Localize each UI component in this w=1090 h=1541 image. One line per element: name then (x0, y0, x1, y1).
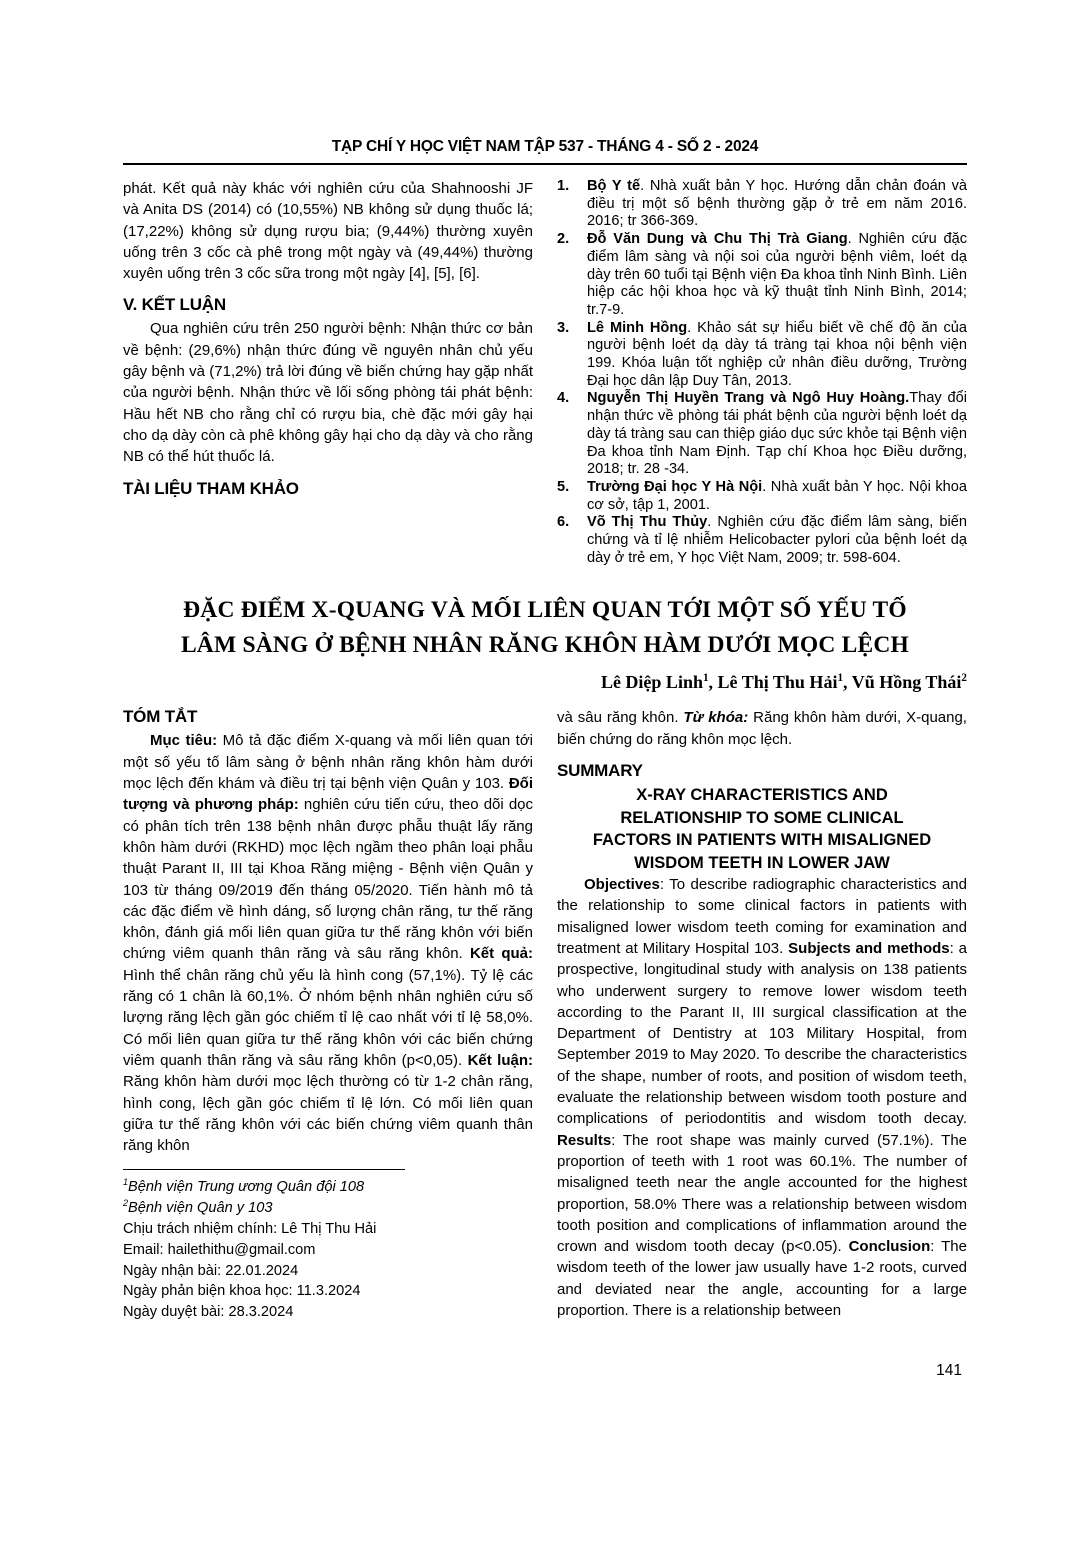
reference-item (557, 178, 967, 231)
authors-line: Lê Diệp Linh$^1$, Lê Thị Thu Hải$^1$, Vũ Hồng Thái$^2$ (600, 672, 967, 693)
abstract-vietnamese: Mục tiêu: Mô tả đặc điểm X-quang và mối liên quan tới một số yếu tố lâm sàng ở bệnh nhân răng khôn hàm dưới mọc lệch đến khám và điều trị tại bệnh viện Quân y 103. Đối tượng và phương pháp: nghiên cứu tiến cứu, theo dõi dọc có phân tích trên 138 bệnh nhân được phẫu thuật lấy răng khôn hàm dưới (RKHD) mọc lệch ngầm theo phân loại phẫu thuật Parant II, III tại Khoa Răng miệng - Bệnh viện Quân y 103 từ tháng 09/2019 đến tháng 05/2020. Tiến hành mô tả các đặc điểm về hình dáng, số lượng chân răng, tư thế răng khôn, đánh giá mối liên quan giữa tư thế răng khôn với biến chứng viêm quanh thân răng và sâu răng khôn. Kết quả: Hình thể chân răng chủ yếu là hình cong (57,1%). Tỷ lệ các răng có 1 chân là 60,1%. Ở nhóm bệnh nhân nghiên cứu số lượng răng lệch gần góc chiếm tỉ lệ cao nhất với tỉ lệ 58,0%. Có mối liên quan giữa tư thế răng khôn với các biến chứng viêm quanh thân răng và sâu răng khôn (p<0,05). Kết luận: Răng khôn hàm dưới mọc lệch thường có từ 1-2 chân răng, hình cong, lệch gần góc chiếm tỉ lệ lớn. Có mối liên quan giữa tư thế răng khôn với các biến chứng viêm quanh thân răng khôn (123, 732, 533, 1155)
reference-item (557, 231, 967, 320)
reference-number: 4. (557, 390, 570, 407)
references-heading: TÀI LIỆU THAM KHẢO (123, 478, 299, 498)
journal-header (123, 138, 967, 165)
reference-text: Bộ Y tế. Nhà xuất bản Y học. Hướng dẫn chản đoán và điều trị một số bệnh thường gặp ở trẻ em năm 2016. 2016; tr 366-369. (587, 178, 967, 230)
article1-left-column (123, 178, 533, 567)
reference-item (557, 514, 967, 567)
reference-list (557, 178, 967, 567)
article1-paragraph: phát. Kết quả này khác với nghiên cứu của Shahnooshi JF và Anita DS (2014) có (10,55%) NB không sử dụng thuốc lá; (17,22%) không sử dụng rượu bia; (9,44%) thường xuyên uống trên 3 cốc cà phê trong một ngày và (49,44%) thường xuyên uống trên 3 cốc sữa trong một ngày [4], [5], [6]. (123, 180, 533, 283)
reference-number: 2. (557, 231, 570, 248)
reference-number: 6. (557, 514, 570, 531)
summary-heading: SUMMARY (557, 761, 643, 781)
reference-text: Trường Đại học Y Hà Nội. Nhà xuất bản Y học. Nội khoa cơ sở, tập 1, 2001. (587, 478, 967, 513)
footnote-divider (123, 1169, 405, 1170)
article-title (123, 593, 967, 663)
article2-right-column (557, 707, 967, 1323)
summary-title-line: RELATIONSHIP TO SOME CLINICAL (620, 808, 904, 827)
reference-number: 5. (557, 478, 570, 495)
reference-text: Đỗ Văn Dung và Chu Thị Trà Giang. Nghiên cứu đặc điểm lâm sàng và nội soi của người bệnh viêm, loét dạ dày trên 60 tuổi tại Bệnh viện Đa khoa tỉnh Ninh Bình. Liên hiệp các hội khoa học và kỹ thuật tỉnh Ninh Bình, 2014; tr.7-9. (587, 231, 967, 318)
summary-title-line: FACTORS IN PATIENTS WITH MISALIGNED (592, 831, 932, 850)
article-title-line: LÂM SÀNG Ở BỆNH NHÂN RĂNG KHÔN HÀM DƯỚI MỌC LỆCH (180, 632, 910, 659)
summary-title-line: WISDOM TEETH IN LOWER JAW (634, 853, 890, 872)
reference-text: Lê Minh Hồng. Khảo sát sự hiểu biết về chế độ ăn của người bệnh loét dạ dày tá tràng tại khoa nội bệnh viện 199. Khóa luận tốt nghiệp cử nhân điều dưỡng, Trường Đại học dân lập Duy Tân, 2013. (587, 319, 967, 389)
article1-section (123, 178, 967, 567)
conclusion-heading: V. KẾT LUẬN (123, 295, 226, 315)
article-title-line: ĐẶC ĐIỂM X-QUANG VÀ MỐI LIÊN QUAN TỚI MỘT SỐ YẾU TỐ (183, 597, 907, 624)
reference-number: 3. (557, 319, 570, 336)
page-number: 141 (936, 1362, 962, 1379)
reference-item (557, 479, 967, 514)
article2-section (123, 707, 967, 1323)
reference-item (557, 390, 967, 479)
footnote-line: Chịu trách nhiệm chính: Lê Thị Thu Hải (123, 1221, 377, 1237)
footnote-lines (123, 1177, 533, 1323)
article2-left-column (123, 707, 533, 1323)
abstract-english: Objectives: To describe radiographic characteristics and the relationship to some clinical factors in patients with misaligned lower wisdom teeth coming for examination and treatment at Military Hospital 103. Subjects and methods: a prospective, longitudinal study with analysis on 138 patients who underwent surgery to remove lower wisdom teeth according to the Parant II, III surgical classification at the Department of Dentistry at 103 Military Hospital, from September 2019 to May 2020. To describe the characteristics of the shape, number of roots, and position of wisdom teeth, evaluate the relationship between wisdom tooth posture and complications of periodontitis and wisdom tooth decay. Results: The root shape was mainly curved (57.1%). The proportion of teeth with 1 root was 60.1%. The number of misaligned teeth near the angle accounted for the highest proportion, 58.0% There was a relationship between wisdom tooth position and complications of inflammation around the crown and wisdom tooth decay (p<0.05). Conclusion: The wisdom teeth of the lower jaw usually have 1-2 roots, curved and deviated near the angle, accounting for a large proportion. There is a relationship between (557, 876, 967, 1319)
tomtat-heading: TÓM TẮT (123, 707, 198, 727)
footnote-block (123, 1169, 533, 1323)
footnote-line: Email: hailethithu@gmail.com (123, 1241, 316, 1258)
summary-title-line: X-RAY CHARACTERISTICS AND (636, 786, 888, 805)
journal-header-text: TẠP CHÍ Y HỌC VIỆT NAM TẬP 537 - THÁNG 4 - SỐ 2 - 2024 (331, 138, 759, 155)
reference-item (557, 320, 967, 391)
footnote-line: Ngày phản biện khoa học: 11.3.2024 (123, 1283, 361, 1300)
reference-text: Võ Thị Thu Thủy. Nghiên cứu đặc điểm lâm sàng, biến chứng và tỉ lệ nhiễm Helicobacter pylori của bệnh loét dạ dày ở trẻ em, Y học Việt Nam, 2009; tr. 598-604. (587, 514, 967, 566)
summary-title (557, 784, 967, 874)
reference-text: Nguyễn Thị Huyền Trang và Ngô Huy Hoàng.Thay đổi nhận thức về phòng tái phát bệnh của người bệnh loét dạ dày tá tràng sau can thiệp giáo dục sức khỏe tại Bệnh viện Đa khoa tỉnh Nam Định. Tạp chí Khoa học Điều dưỡng, 2018; tr. 28 -34. (587, 390, 967, 478)
footnote-line: Ngày nhận bài: 22.01.2024 (123, 1262, 299, 1279)
footnote-line: $^1$Bệnh viện Trung ương Quân đội 108 (123, 1177, 365, 1196)
conclusion-paragraph: Qua nghiên cứu trên 250 người bệnh: Nhận thức cơ bản về bệnh: (29,6%) nhận thức đúng về nguyên nhân chủ yếu gây bệnh và (71,2%) trả lời đúng về biến chứng hay gặp nhất của người bệnh. Nhận thức về lối sống phòng tái phát bệnh: Hầu hết NB cho rằng chỉ có rượu bia, chè đặc mới gây hại cho dạ dày còn cà phê không gây hại cho dạ dày và cho rằng NB có thể hút thuốc lá. (123, 320, 533, 466)
reference-number: 1. (557, 178, 570, 194)
footnote-line: Ngày duyệt bài: 28.3.2024 (123, 1304, 294, 1321)
footnote-line: $^2$Bệnh viện Quân y 103 (123, 1198, 273, 1217)
keywords-paragraph: và sâu răng khôn. Từ khóa: Răng khôn hàm dưới, X-quang, biến chứng do răng khôn mọc lệch. (557, 709, 967, 748)
